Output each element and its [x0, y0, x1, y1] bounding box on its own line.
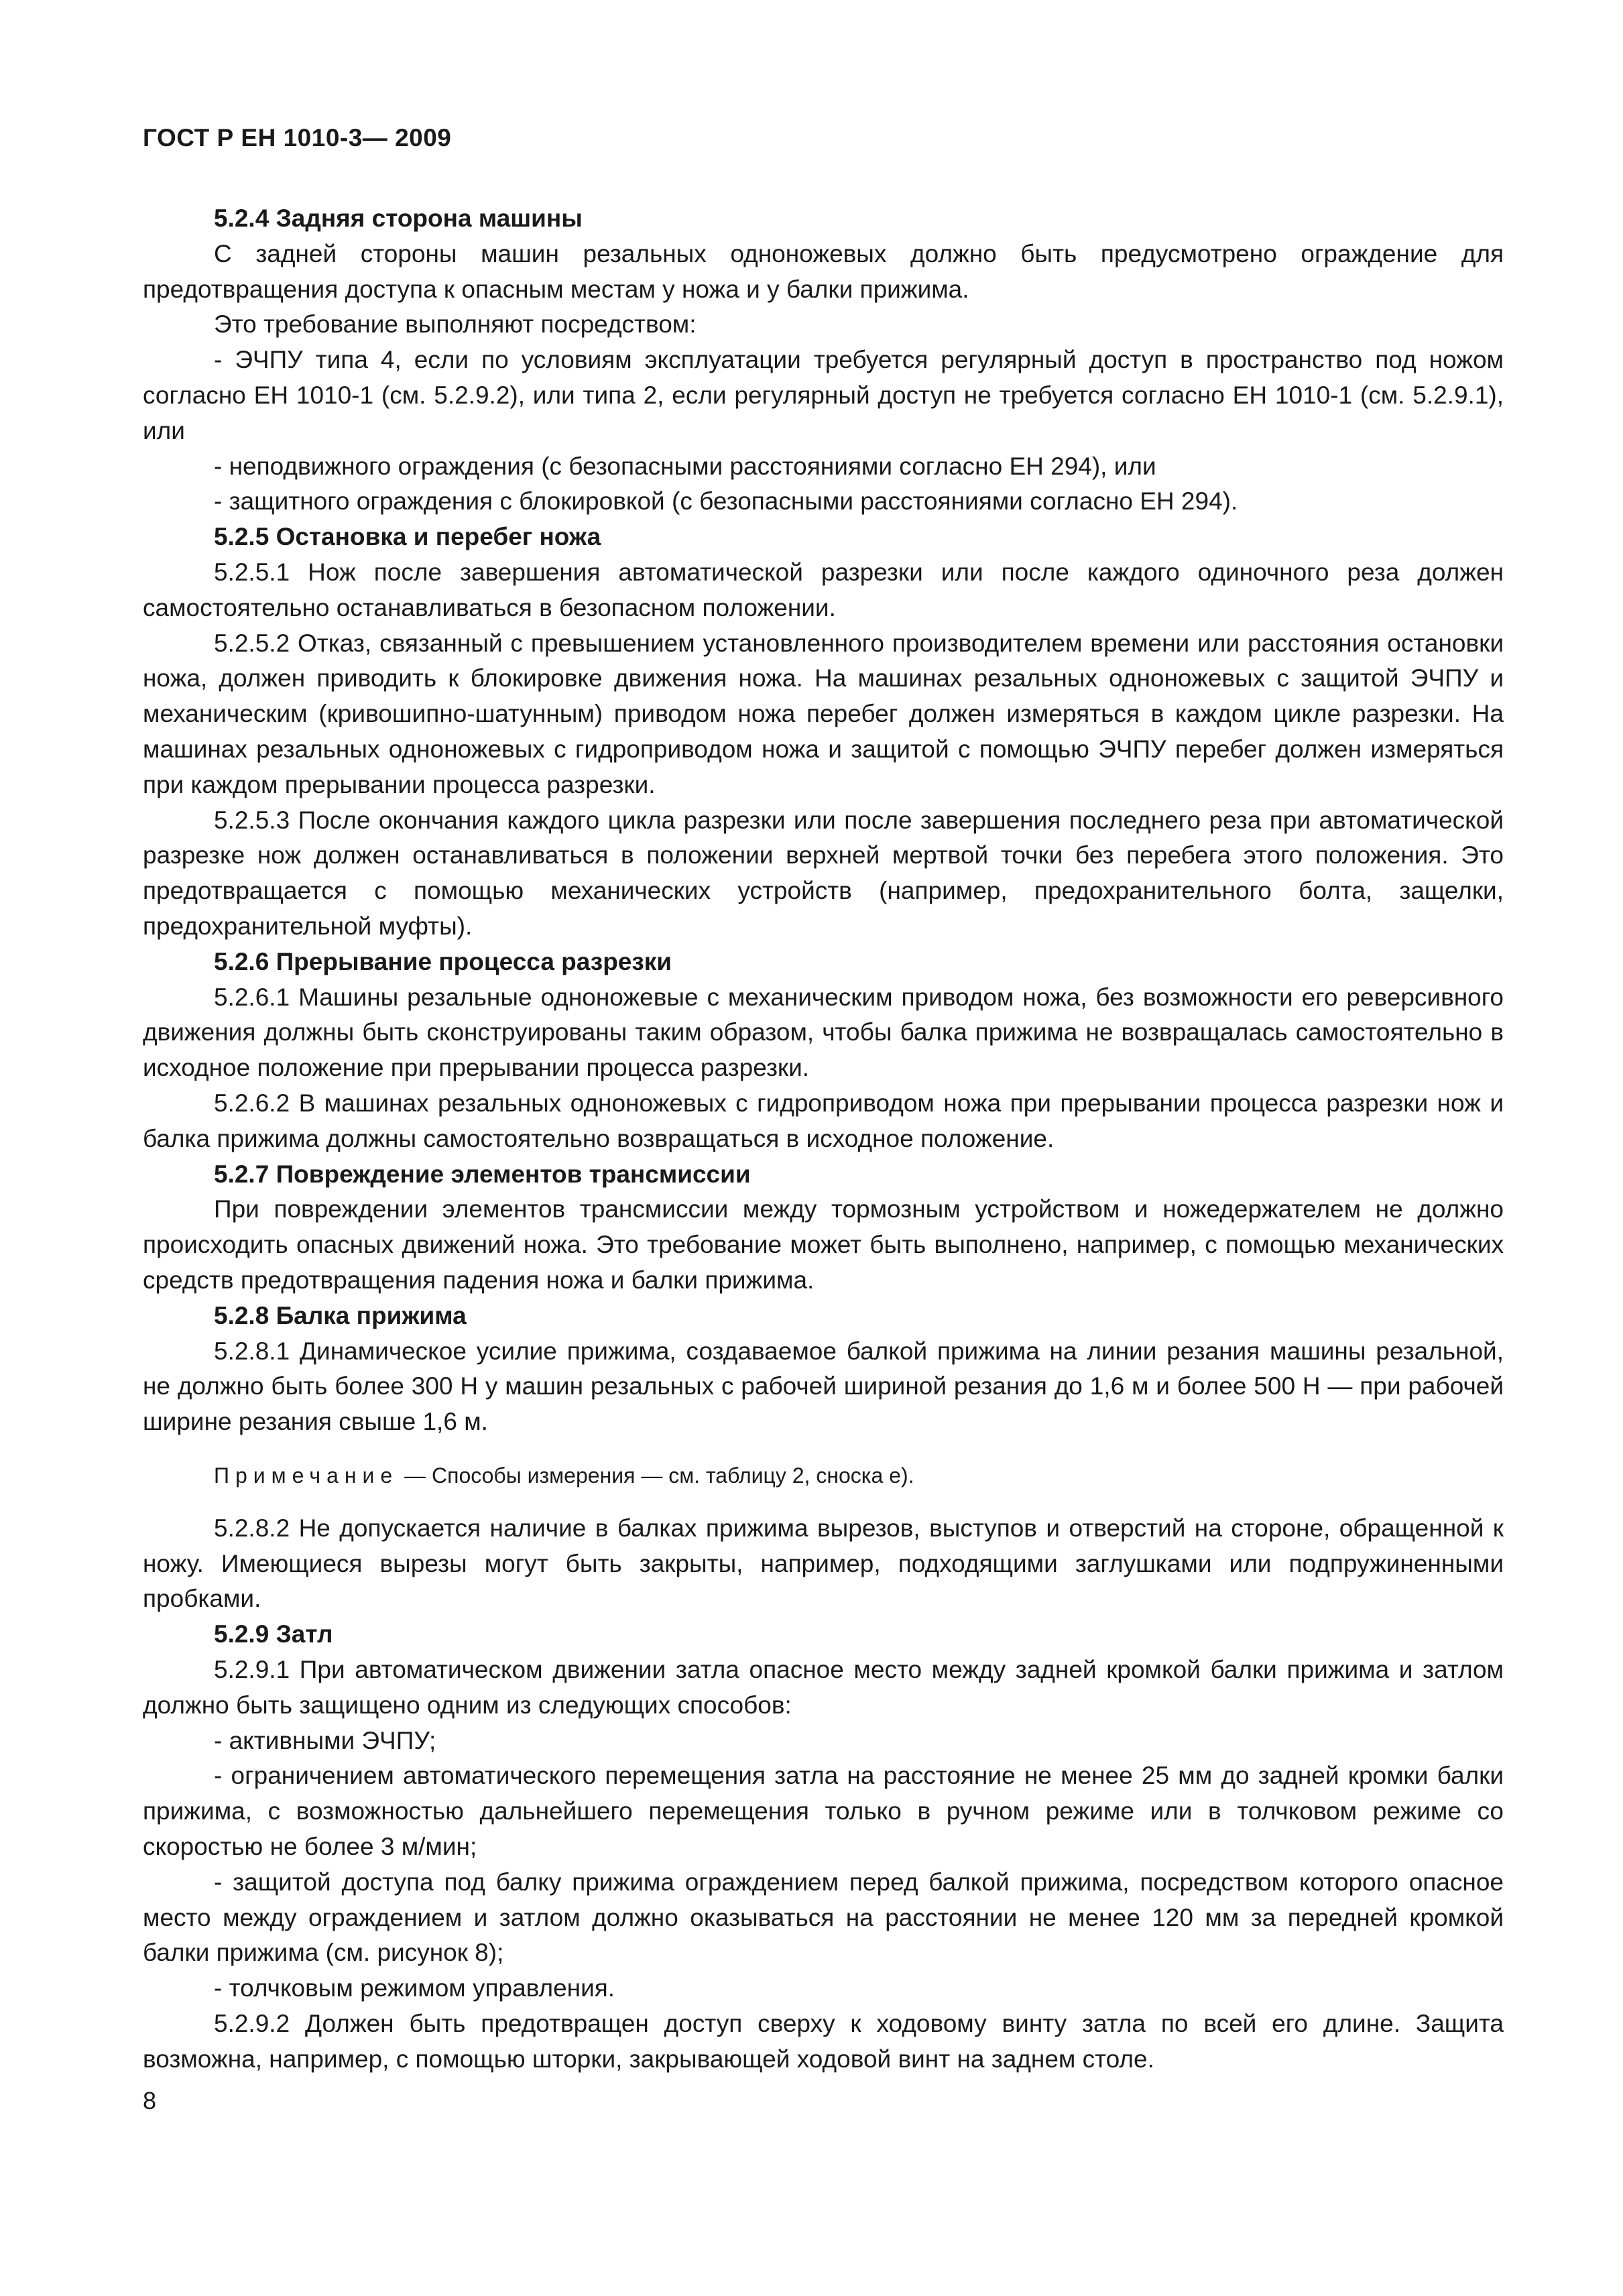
paragraph: Это требование выполняют посредством: — [214, 310, 697, 339]
list-item: - защитой доступа под балку прижима ограждением перед балкой прижима, посредством которого опасное место между ограждением и затлом должно оказываться на расстоянии не менее 120 мм за передней кромкой балки прижима (см. рисунок 8); — [143, 1868, 1504, 1967]
paragraph: 5.2.9.1 При автоматическом движении затла опасное место между задней кромкой балки прижима и затлом должно быть защищено одним из следующих способов: — [143, 1656, 1504, 1719]
paragraph: 5.2.8.1 Динамическое усилие прижима, создаваемое балкой прижима на линии резания машины резальной, не должно быть более 300 Н у машин резальных с рабочей шириной резания до 1,6 м и более 500 Н — при рабочей ширине резания свыше 1,6 м. — [143, 1337, 1504, 1436]
paragraph: При повреждении элементов трансмиссии между тормозным устройством и ножедержателем не должно происходить опасных движений ножа. Это требование может быть выполнено, например, с помощью механических средств предотвращения падения ножа и балки прижима. — [143, 1195, 1504, 1294]
list-item: - защитного ограждения с блокировкой (с безопасными расстояниями согласно ЕН 294). — [214, 487, 1238, 516]
note-text: — Способы измерения — см. таблицу 2, сноска е). — [398, 1463, 914, 1488]
section-heading-5-2-5: 5.2.5 Остановка и перебег ножа — [214, 523, 601, 551]
section-heading-5-2-7: 5.2.7 Повреждение элементов трансмиссии — [214, 1160, 751, 1188]
document-header: ГОСТ Р ЕН 1010-3— 2009 — [143, 124, 452, 152]
section-heading-5-2-9: 5.2.9 Затл — [214, 1620, 333, 1648]
section-heading-5-2-6: 5.2.6 Прерывание процесса разрезки — [214, 947, 672, 975]
section-heading-5-2-8: 5.2.8 Балка прижима — [214, 1301, 467, 1329]
note — [143, 1460, 1504, 1491]
paragraph: 5.2.9.2 Должен быть предотвращен доступ сверху к ходовому винту затла по всей его длине. Защита возможна, например, с помощью шторки, закрывающей ходовой винт на заднем столе. — [143, 2010, 1504, 2073]
paragraph: 5.2.8.2 Не допускается наличие в балках прижима вырезов, выступов и отверстий на стороне, обращенной к ножу. Имеющиеся вырезы могут быть закрыты, например, подходящими заглушками или подпружиненными пробками. — [143, 1514, 1504, 1613]
list-item: - толчковым режимом управления. — [214, 1974, 615, 2002]
list-item: - неподвижного ограждения (с безопасными расстояниями согласно ЕН 294), или — [214, 452, 1156, 480]
page-number: 8 — [143, 2087, 157, 2114]
note-label: Примечание — [214, 1463, 399, 1488]
paragraph: 5.2.6.1 Машины резальные одноножевые с механическим приводом ножа, без возможности его реверсивного движения должны быть сконструированы таким образом, чтобы балка прижима не возвращалась самостоятельно в исходное положение при прерывании процесса разрезки. — [143, 983, 1504, 1082]
paragraph: С задней стороны машин резальных одноножевых должно быть предусмотрено ограждение для предотвращения доступа к опасным местам у ножа и у балки прижима. — [143, 239, 1504, 303]
paragraph: 5.2.5.1 Нож после завершения автоматической разрезки или после каждого одиночного реза должен самостоятельно останавливаться в безопасном положении. — [143, 558, 1504, 621]
list-item: - ЭЧПУ типа 4, если по условиям эксплуатации требуется регулярный доступ в пространство под ножом согласно ЕН 1010-1 (см. 5.2.9.2), или типа 2, если регулярный доступ не требуется согласно ЕН 1010-1 (см. 5.2.9.1), или — [143, 346, 1504, 444]
section-heading-5-2-4: 5.2.4 Задняя сторона машины — [214, 204, 583, 232]
list-item: - активными ЭЧПУ; — [214, 1726, 436, 1754]
paragraph: 5.2.5.2 Отказ, связанный с превышением установленного производителем времени или расстояния остановки ножа, должен приводить к блокировке движения ножа. На машинах резальных одноножевых с защитой ЭЧПУ и механическим (кривошипно-шатунным) приводом ножа перебег должен измеряться в каждом цикле разрезки. На машинах резальных одноножевых с гидроприводом ножа и защитой с помощью ЭЧПУ перебег должен измеряться при каждом прерывании процесса разрезки. — [143, 629, 1504, 798]
document-body — [143, 201, 1504, 2077]
paragraph: 5.2.6.2 В машинах резальных одноножевых с гидроприводом ножа при прерывании процесса разрезки нож и балка прижима должны самостоятельно возвращаться в исходное положение. — [143, 1089, 1504, 1152]
paragraph: 5.2.5.3 После окончания каждого цикла разрезки или после завершения последнего реза при автоматической разрезке нож должен останавливаться в положении верхней мертвой точки без перебега этого положения. Это предотвращается с помощью механических устройств (например, предохранительного болта, защелки, предохранительной муфты). — [143, 806, 1504, 940]
list-item: - ограничением автоматического перемещения затла на расстояние не менее 25 мм до задней кромки балки прижима, с возможностью дальнейшего перемещения только в ручном режиме или в толчковом режиме со скоростью не более 3 м/мин; — [143, 1762, 1504, 1861]
